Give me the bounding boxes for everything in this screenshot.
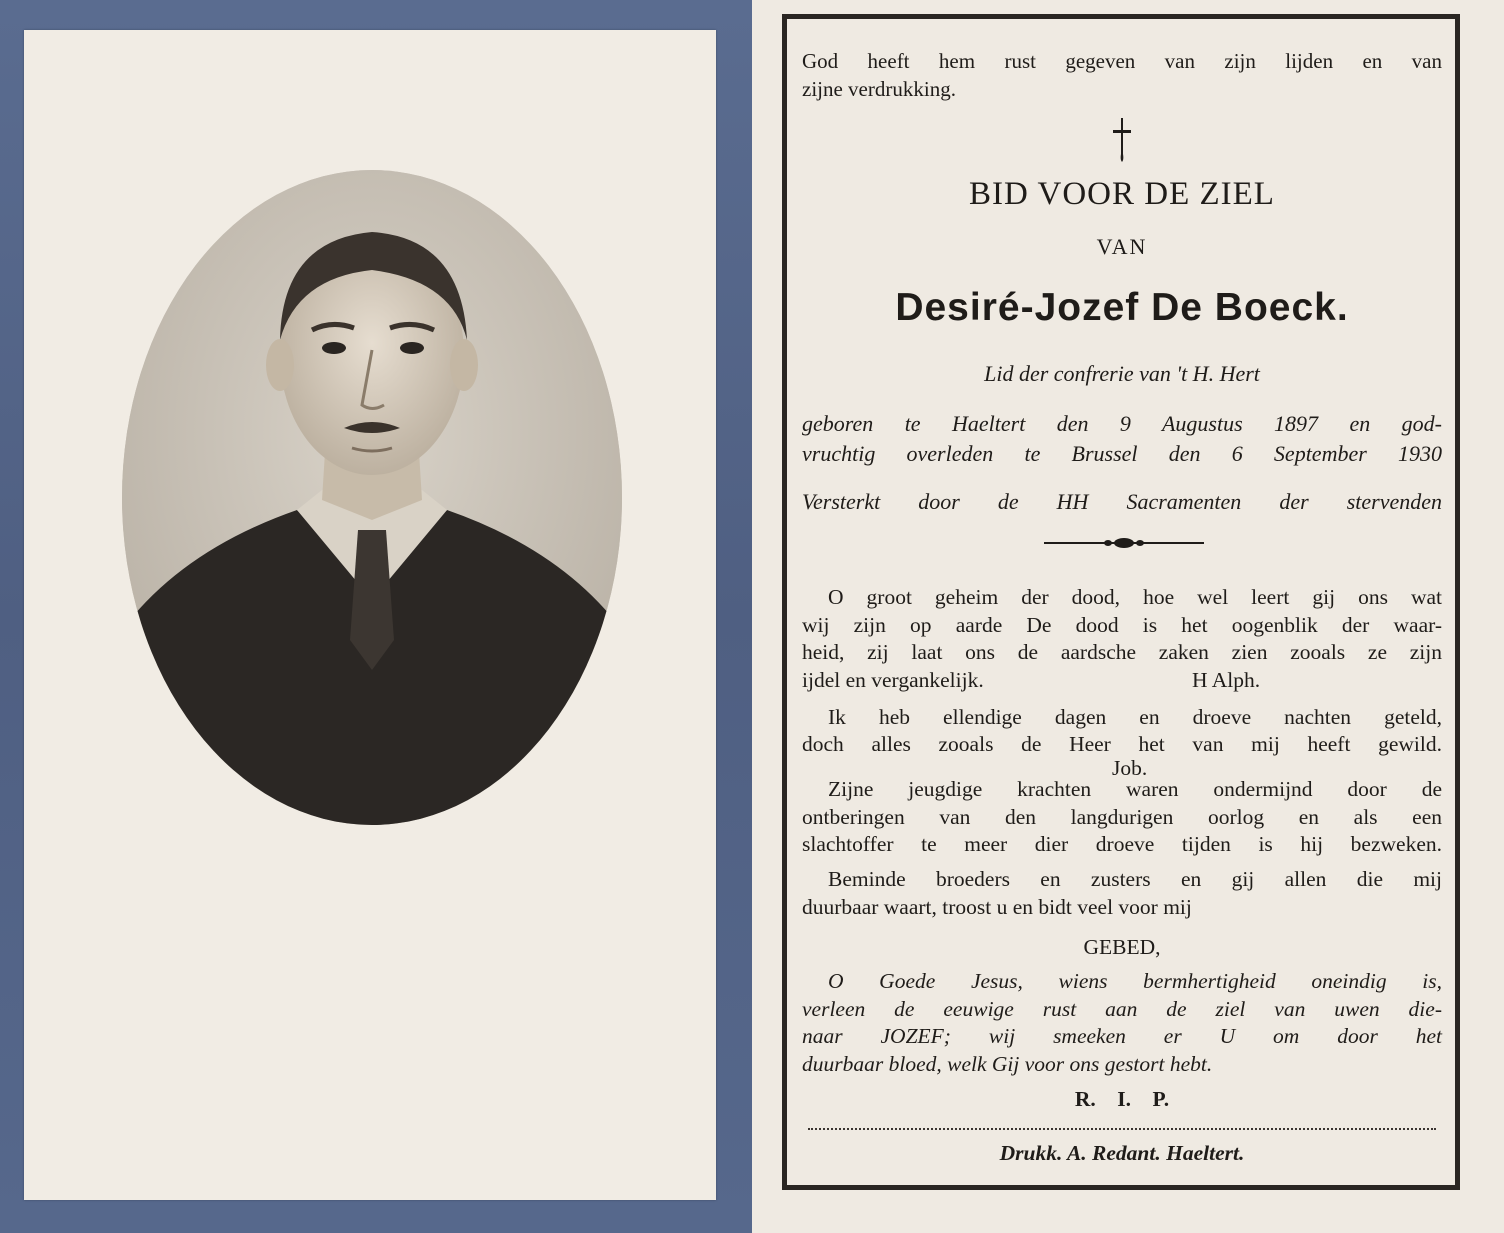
ornament-divider [1044,536,1204,550]
para1-line-4 [802,667,1442,695]
sacraments-line: Versterkt door de HH Sacramenten der stervenden [802,489,1442,514]
birth-line-1: geboren te Haeltert den 9 Augustus 1897 en god- [802,411,1442,436]
heading-pray: BID VOOR DE ZIEL [969,176,1275,212]
prayer-line-1: O Goede Jesus, wiens bermhertigheid oneindig is, [828,969,1442,993]
cross-icon [1110,116,1134,164]
intro-line-2: zijne verdrukking. [802,77,956,101]
birth-line-2: vruchtig overleden te Brussel den 6 September 1930 [802,441,1442,466]
portrait-photo [122,170,622,825]
para2-attribution: Job. [1112,756,1148,780]
heading-van: VAN [1096,234,1148,259]
deceased-name: Desiré-Jozef De Boeck. [895,286,1349,329]
para1-line-1: O groot geheim der dood, hoe wel leert gij ons wat [828,585,1442,609]
rip-line: R. I. P. [1074,1087,1170,1111]
memorial-card-back [752,0,1504,1233]
para1-line-3: heid, zij laat ons de aardsche zaken zien zooals ze zijn [802,640,1442,664]
para1-line-4-text: ijdel en vergankelijk. [802,668,984,692]
para1-attribution: H Alph. [1192,668,1261,692]
prayer-title: GEBED, [1083,935,1161,959]
para4-line-2: duurbaar waart, troost u en bidt veel voor mij [802,895,1192,919]
para1-line-2: wij zijn op aarde De dood is het oogenblik der waar- [802,613,1442,637]
portrait-image [122,170,622,825]
memorial-card-front [24,30,716,1200]
printer-line: Drukk. A. Redant. Haeltert. [999,1141,1245,1165]
dotted-rule [808,1128,1436,1130]
prayer-line-3: naar JOZEF; wij smeeken er U om door het [802,1024,1442,1048]
para2-line-2: doch alles zooals de Heer het van mij heeft gewild. [802,732,1442,756]
para4-line-1: Beminde broeders en zusters en gij allen die mij [828,867,1442,891]
prayer-line-4: duurbaar bloed, welk Gij voor ons gestort hebt. [802,1052,1213,1076]
para3-line-3: slachtoffer te meer dier droeve tijden is hij bezweken. [802,832,1442,856]
para2-line-1: Ik heb ellendige dagen en droeve nachten geteld, [828,705,1442,729]
prayer-line-2: verleen de eeuwige rust aan de ziel van uwen die- [802,997,1442,1021]
para3-line-2: ontberingen van den langdurigen oorlog en als een [802,805,1442,829]
para3-line-1: Zijne jeugdige krachten waren ondermijnd door de [828,777,1442,801]
intro-line-1: God heeft hem rust gegeven van zijn lijden en van [802,49,1442,73]
membership-line: Lid der confrerie van 't H. Hert [984,361,1260,386]
